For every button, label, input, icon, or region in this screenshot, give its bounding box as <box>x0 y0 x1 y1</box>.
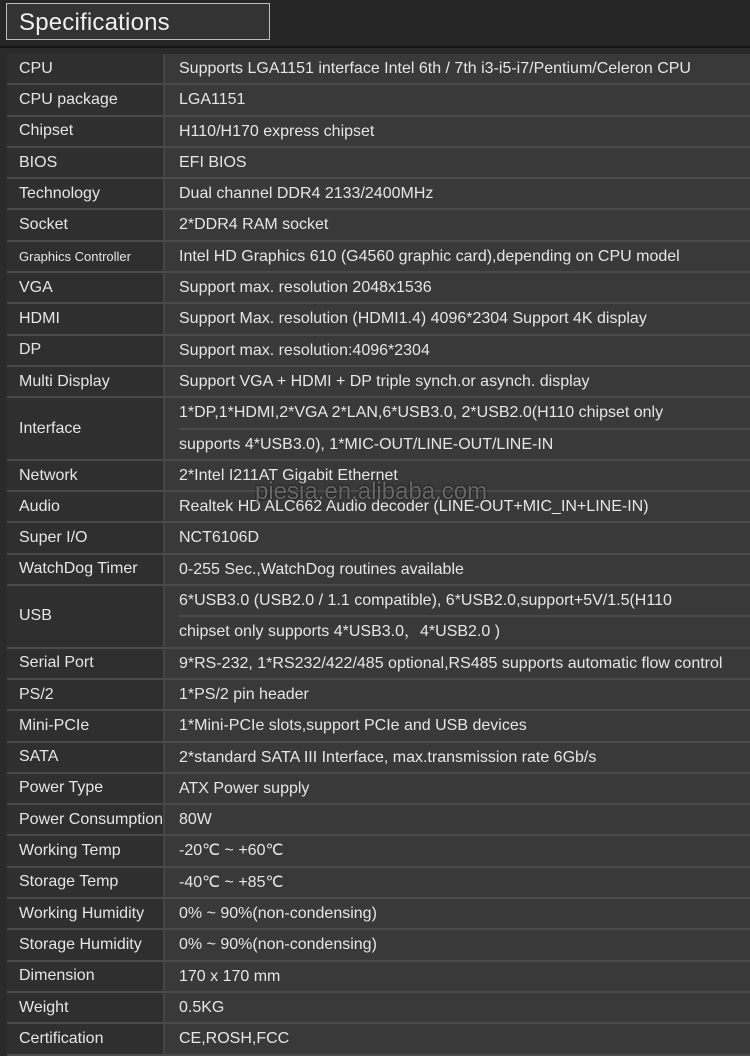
spec-value-line: 1*PS/2 pin header <box>179 685 309 703</box>
spec-row <box>7 117 750 148</box>
spec-value-line: -40℃ ~ +85℃ <box>179 873 284 891</box>
spec-value <box>165 805 750 834</box>
spec-label: VGA <box>7 273 165 302</box>
spec-value <box>165 649 750 678</box>
spec-row <box>7 868 750 899</box>
spec-row <box>7 148 750 179</box>
spec-value <box>165 117 750 146</box>
spec-row <box>7 930 750 961</box>
spec-value-line: Support max. resolution:4096*2304 <box>179 341 430 359</box>
spec-row <box>7 993 750 1024</box>
spec-value <box>165 179 750 208</box>
spec-value <box>165 962 750 991</box>
spec-value-line: 170 x 170 mm <box>179 967 281 985</box>
spec-value-line: chipset only supports 4*USB3.0，4*USB2.0 ) <box>179 615 750 646</box>
spec-value-line: Support VGA + HDMI + DP triple synch.or asynch. display <box>179 372 590 390</box>
spec-value <box>165 836 750 865</box>
spec-row <box>7 774 750 805</box>
spec-value-line: 9*RS-232, 1*RS232/422/485 optional,RS485 supports automatic flow control <box>179 654 723 672</box>
spec-value <box>165 304 750 333</box>
spec-row <box>7 586 750 649</box>
spec-label: Graphics Controller <box>7 242 165 271</box>
spec-row <box>7 85 750 116</box>
spec-value <box>165 711 750 740</box>
spec-row <box>7 273 750 304</box>
watermark: piesia.en.alibaba.com <box>255 478 488 505</box>
spec-value-line: 0% ~ 90%(non-condensing) <box>179 936 377 954</box>
spec-label: Storage Humidity <box>7 930 165 959</box>
spec-label: Weight <box>7 993 165 1022</box>
divider <box>0 46 750 48</box>
spec-value <box>165 993 750 1022</box>
spec-label: Audio <box>7 492 165 521</box>
spec-value-line: EFI BIOS <box>179 153 247 171</box>
spec-value-line: Intel HD Graphics 610 (G4560 graphic card),depending on CPU model <box>179 247 680 265</box>
section-title-box <box>6 3 270 40</box>
spec-value <box>165 1024 750 1053</box>
spec-value <box>165 555 750 584</box>
spec-label: CPU package <box>7 85 165 114</box>
spec-row <box>7 1024 750 1055</box>
spec-value-line: supports 4*USB3.0), 1*MIC-OUT/LINE-OUT/LINE-IN <box>179 428 750 459</box>
spec-value-line: 2*DDR4 RAM socket <box>179 216 329 234</box>
spec-label: Certification <box>7 1024 165 1053</box>
spec-value <box>165 336 750 365</box>
spec-value <box>165 774 750 803</box>
spec-row <box>7 398 750 461</box>
spec-label: SATA <box>7 743 165 772</box>
spec-row <box>7 680 750 711</box>
spec-value-line: 0.5KG <box>179 998 225 1016</box>
spec-row <box>7 179 750 210</box>
spec-value <box>165 680 750 709</box>
spec-value <box>165 398 750 459</box>
spec-row <box>7 54 750 85</box>
spec-table <box>7 54 750 1056</box>
spec-label: Socket <box>7 210 165 239</box>
spec-label: DP <box>7 336 165 365</box>
spec-label: Power Type <box>7 774 165 803</box>
spec-label: Interface <box>7 398 165 459</box>
spec-row <box>7 555 750 586</box>
spec-value-line: Support Max. resolution (HDMI1.4) 4096*2304 Support 4K display <box>179 310 647 328</box>
spec-value-line: Dual channel DDR4 2133/2400MHz <box>179 185 434 203</box>
spec-value <box>165 210 750 239</box>
spec-value <box>165 868 750 897</box>
spec-row <box>7 336 750 367</box>
spec-label: Working Temp <box>7 836 165 865</box>
spec-row <box>7 210 750 241</box>
spec-value-line: CE,ROSH,FCC <box>179 1030 290 1048</box>
spec-value <box>165 586 750 647</box>
spec-row <box>7 649 750 680</box>
spec-row <box>7 242 750 273</box>
spec-row <box>7 743 750 774</box>
spec-value-line: 2*Intel I211AT Gigabit Ethernet <box>179 466 398 484</box>
spec-label: Working Humidity <box>7 899 165 928</box>
spec-value-line: 2*standard SATA III Interface, max.transmission rate 6Gb/s <box>179 748 597 766</box>
spec-value <box>165 743 750 772</box>
spec-value-line: Supports LGA1151 interface Intel 6th / 7th i3-i5-i7/Pentium/Celeron CPU <box>179 60 691 77</box>
spec-label: Power Consumption <box>7 805 165 834</box>
spec-label: Network <box>7 461 165 490</box>
spec-label: PS/2 <box>7 680 165 709</box>
spec-value-line: Realtek HD ALC662 Audio decoder (LINE-OUT+MIC_IN+LINE-IN) <box>179 498 649 516</box>
spec-label: Super I/O <box>7 523 165 552</box>
spec-row <box>7 367 750 398</box>
spec-label: Multi Display <box>7 367 165 396</box>
spec-value <box>165 85 750 114</box>
spec-value-line: 0% ~ 90%(non-condensing) <box>179 905 377 923</box>
spec-row <box>7 899 750 930</box>
spec-label: WatchDog Timer <box>7 555 165 584</box>
spec-row <box>7 523 750 554</box>
spec-value-line: LGA1151 <box>179 91 246 109</box>
spec-row <box>7 836 750 867</box>
spec-row <box>7 962 750 993</box>
spec-value-line: 0-255 Sec.,WatchDog routines available <box>179 560 464 578</box>
spec-label: USB <box>7 586 165 647</box>
spec-label: Mini-PCIe <box>7 711 165 740</box>
spec-label: CPU <box>7 54 165 83</box>
spec-value <box>165 930 750 959</box>
spec-value-line: 1*DP,1*HDMI,2*VGA 2*LAN,6*USB3.0, 2*USB2.0(H110 chipset only <box>179 404 664 422</box>
spec-value-line: 6*USB3.0 (USB2.0 / 1.1 compatible), 6*USB2.0,support+5V/1.5(H110 <box>179 592 672 610</box>
spec-value <box>165 899 750 928</box>
spec-label: Serial Port <box>7 649 165 678</box>
spec-row <box>7 711 750 742</box>
spec-row <box>7 304 750 335</box>
spec-label: BIOS <box>7 148 165 177</box>
spec-label: Dimension <box>7 962 165 991</box>
spec-row <box>7 805 750 836</box>
spec-value-line: ATX Power supply <box>179 779 310 797</box>
spec-value-line: Support max. resolution 2048x1536 <box>179 279 432 297</box>
spec-value <box>165 54 750 83</box>
spec-value-line: 1*Mini-PCIe slots,support PCIe and USB devices <box>179 717 527 735</box>
spec-value-line: 80W <box>179 811 212 829</box>
spec-value <box>165 242 750 271</box>
spec-value-line: NCT6106D <box>179 529 260 547</box>
spec-label: Chipset <box>7 117 165 146</box>
spec-value <box>165 367 750 396</box>
spec-label: Storage Temp <box>7 868 165 897</box>
spec-label: Technology <box>7 179 165 208</box>
section-title: Specifications <box>19 9 170 36</box>
spec-value-line: H110/H170 express chipset <box>179 122 375 140</box>
spec-value <box>165 273 750 302</box>
spec-value <box>165 523 750 552</box>
spec-value-line: -20℃ ~ +60℃ <box>179 842 284 860</box>
spec-label: HDMI <box>7 304 165 333</box>
spec-value <box>165 148 750 177</box>
